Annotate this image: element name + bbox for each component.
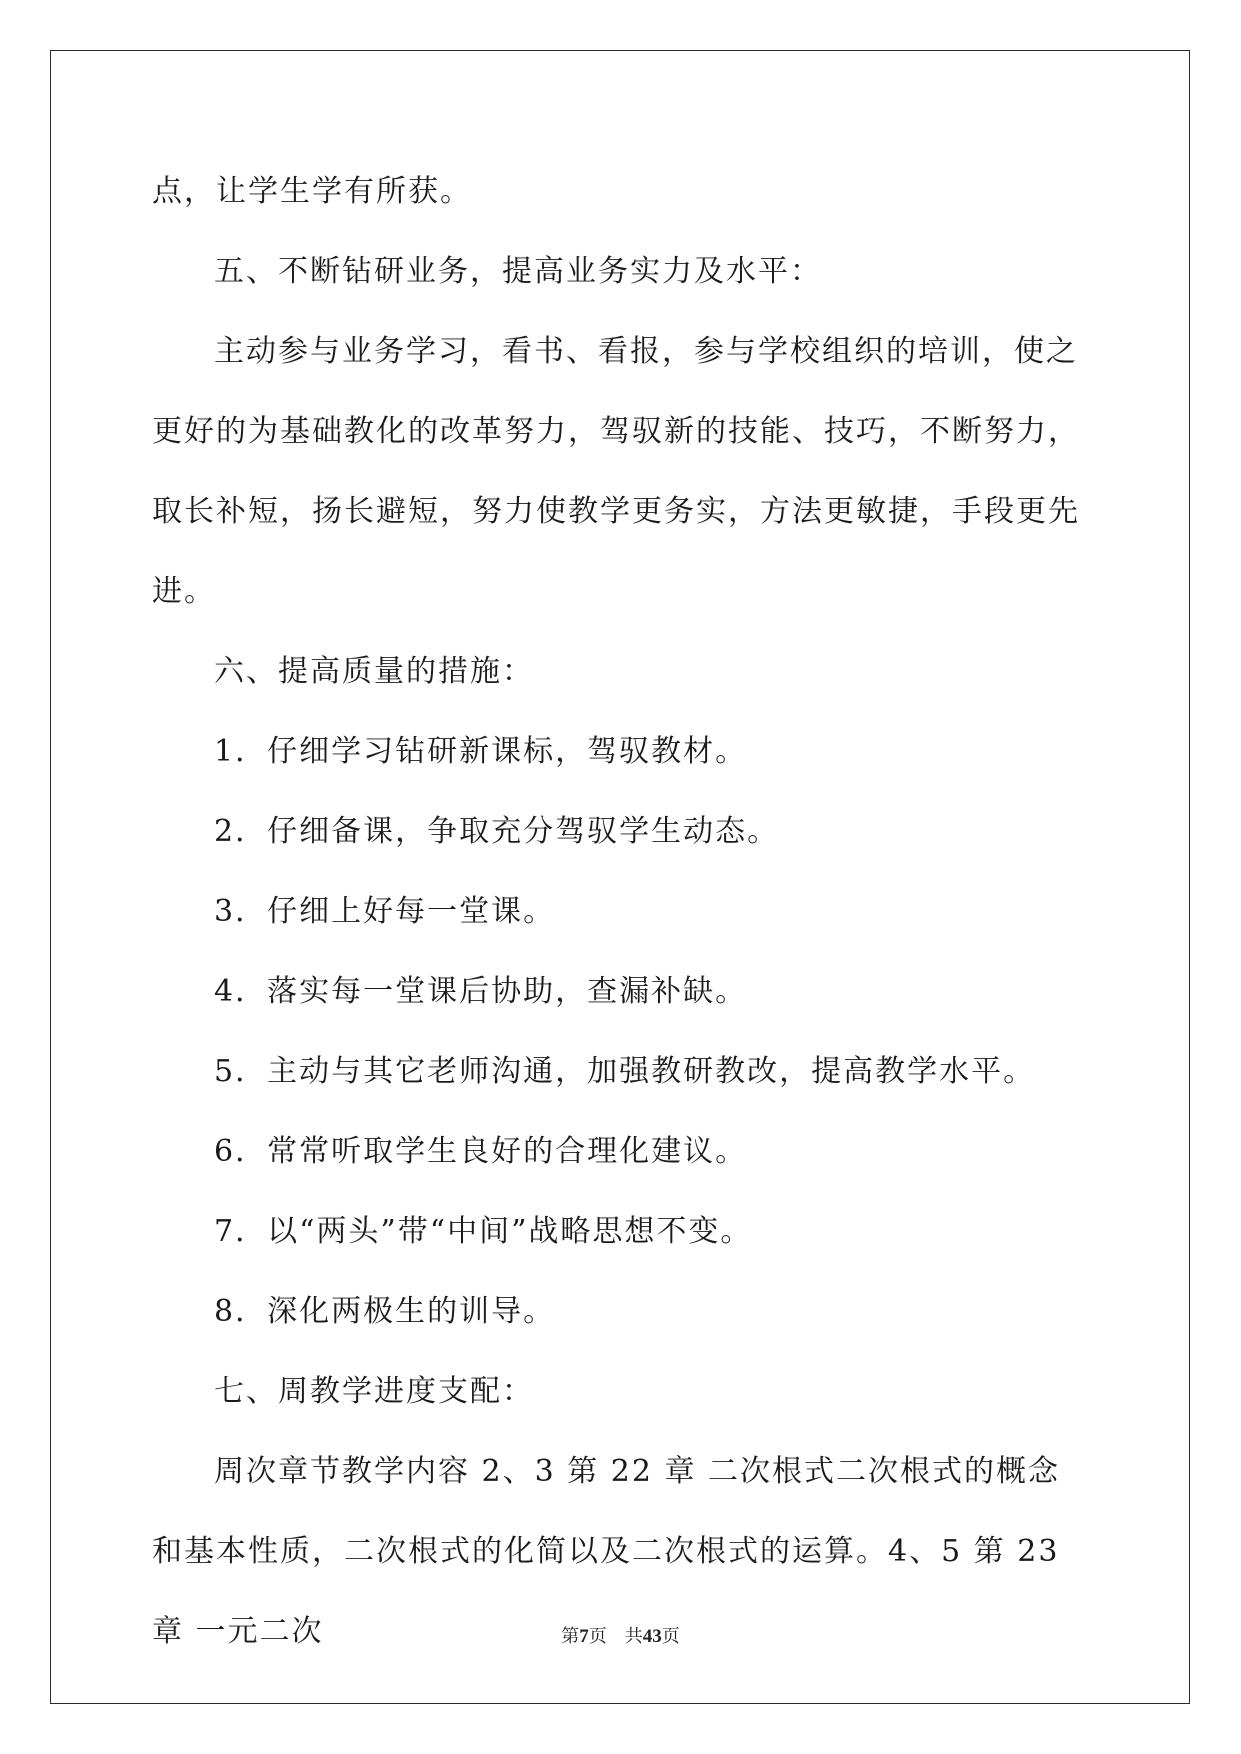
section-heading: 五、不断钻研业务，提高业务实力及水平： bbox=[214, 254, 822, 289]
section-heading: 六、提高质量的措施： bbox=[214, 654, 534, 689]
section-heading: 七、周教学进度支配： bbox=[214, 1374, 534, 1409]
page-number: 7 bbox=[579, 1626, 589, 1647]
footer-prefix: 第 bbox=[561, 1626, 580, 1647]
list-item: 6．常常听取学生良好的合理化建议。 bbox=[214, 1134, 748, 1169]
paragraph: 主动参与业务学习，看书、看报，参与学校组织的培训，使之更好的为基础教化的改革努力，驾驭新的技能、技巧，不断努力，取长补短，扬长避短，努力使教学更务实，方法更敏捷，手段更先进。 bbox=[152, 334, 1080, 609]
footer-total-prefix: 共 bbox=[624, 1626, 643, 1647]
list-item: 8．深化两极生的训导。 bbox=[214, 1294, 556, 1329]
list-item: 4．落实每一堂课后协助，查漏补缺。 bbox=[214, 974, 748, 1009]
footer-total-suffix: 页 bbox=[661, 1626, 680, 1647]
page-footer bbox=[0, 1622, 1241, 1648]
footer-page-suffix: 页 bbox=[588, 1626, 607, 1647]
list-item: 5．主动与其它老师沟通，加强教研教改，提高教学水平。 bbox=[214, 1054, 1036, 1089]
paragraph: 点，让学生学有所获。 bbox=[152, 174, 472, 209]
total-pages: 43 bbox=[642, 1626, 662, 1647]
list-item: 2．仔细备课，争取充分驾驭学生动态。 bbox=[214, 814, 780, 849]
list-item: 3．仔细上好每一堂课。 bbox=[214, 894, 556, 929]
paragraph: 周次章节教学内容 2、3 第 22 章 二次根式二次根式的概念和基本性质，二次根式的化简以及二次根式的运算。4、5 第 23 章 一元二次 bbox=[152, 1454, 1061, 1649]
document-body bbox=[152, 152, 1092, 1672]
list-item: 7．以“两头”带“中间”战略思想不变。 bbox=[214, 1214, 753, 1249]
list-item: 1．仔细学习钻研新课标，驾驭教材。 bbox=[214, 734, 748, 769]
